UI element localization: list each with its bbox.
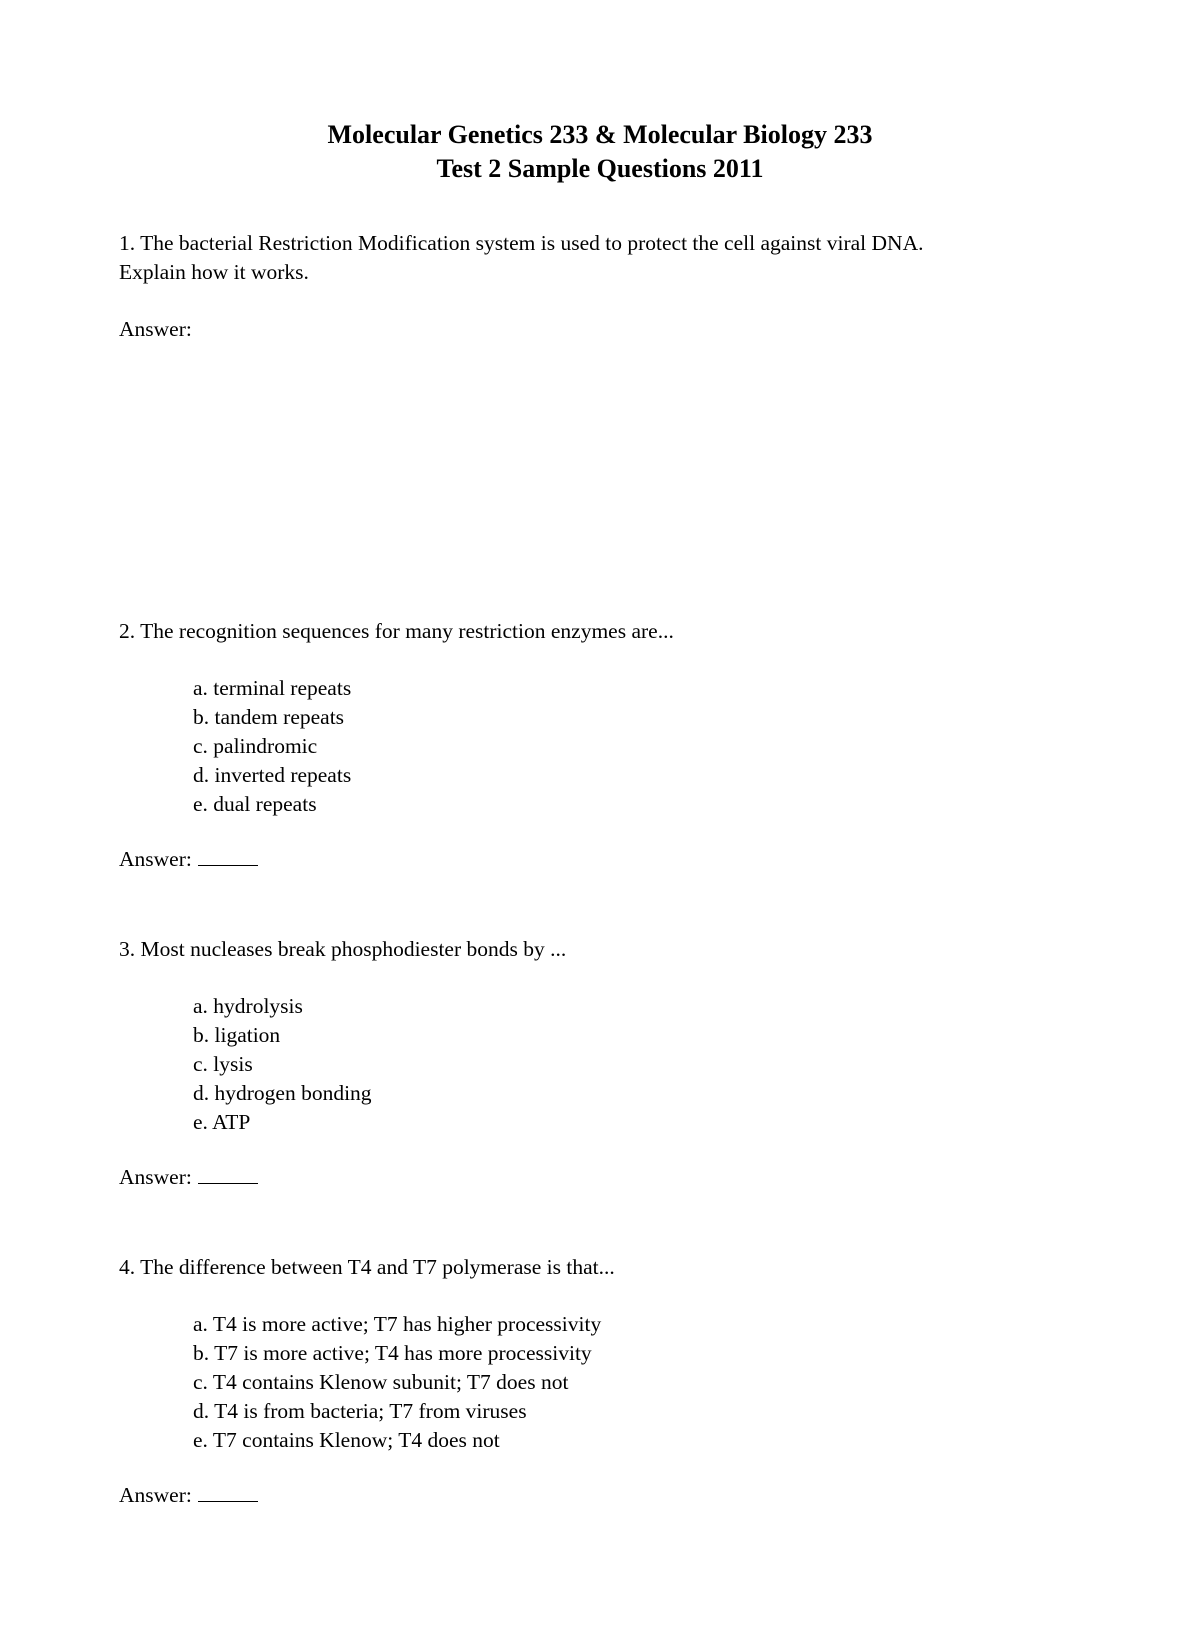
title-line-2: Test 2 Sample Questions 2011 bbox=[436, 154, 764, 183]
question-3-text: Most nucleases break phosphodiester bonds by ... bbox=[140, 937, 567, 961]
question-2-answer bbox=[119, 845, 258, 874]
question-2-text: The recognition sequences for many restriction enzymes are... bbox=[140, 619, 674, 643]
question-4-stem bbox=[119, 1253, 1079, 1282]
option-a: a. T4 is more active; T7 has higher processivity bbox=[193, 1312, 602, 1336]
option-c: c. palindromic bbox=[193, 734, 318, 758]
question-2-stem bbox=[119, 617, 1079, 646]
option-b: b. T7 is more active; T4 has more processivity bbox=[193, 1341, 592, 1365]
answer-label: Answer: bbox=[119, 1165, 192, 1189]
option-b: b. tandem repeats bbox=[193, 705, 345, 729]
page-title bbox=[0, 118, 1200, 186]
answer-blank[interactable] bbox=[198, 1481, 258, 1502]
question-1-text-line2: Explain how it works. bbox=[119, 260, 309, 284]
option-d: d. hydrogen bonding bbox=[193, 1081, 372, 1105]
option-a: a. hydrolysis bbox=[193, 994, 303, 1018]
question-3-number: 3. bbox=[119, 937, 136, 961]
answer-label: Answer: bbox=[119, 1483, 192, 1507]
question-3-options bbox=[193, 992, 372, 1137]
question-1 bbox=[119, 229, 1079, 341]
question-4 bbox=[119, 1253, 1079, 1507]
option-e: e. ATP bbox=[193, 1110, 251, 1134]
question-1-answer bbox=[119, 315, 192, 344]
option-d: d. T4 is from bacteria; T7 from viruses bbox=[193, 1399, 527, 1423]
option-c: c. T4 contains Klenow subunit; T7 does not bbox=[193, 1370, 569, 1394]
question-4-answer bbox=[119, 1481, 258, 1510]
question-4-number: 4. bbox=[119, 1255, 136, 1279]
question-3-stem bbox=[119, 935, 1079, 964]
answer-label: Answer: bbox=[119, 847, 192, 871]
question-3-answer bbox=[119, 1163, 258, 1192]
question-2-options bbox=[193, 674, 351, 819]
option-d: d. inverted repeats bbox=[193, 763, 352, 787]
option-b: b. ligation bbox=[193, 1023, 281, 1047]
answer-label: Answer: bbox=[119, 317, 192, 341]
question-1-stem bbox=[119, 229, 1079, 258]
option-a: a. terminal repeats bbox=[193, 676, 352, 700]
title-line-1: Molecular Genetics 233 & Molecular Biology 233 bbox=[327, 120, 873, 149]
question-4-options bbox=[193, 1310, 601, 1455]
question-1-text-line1: The bacterial Restriction Modification system is used to protect the cell against viral DNA. bbox=[140, 231, 924, 255]
answer-blank[interactable] bbox=[198, 1163, 258, 1184]
question-4-text: The difference between T4 and T7 polymerase is that... bbox=[140, 1255, 615, 1279]
question-2-number: 2. bbox=[119, 619, 136, 643]
option-c: c. lysis bbox=[193, 1052, 253, 1076]
question-3 bbox=[119, 935, 1079, 1189]
answer-blank[interactable] bbox=[198, 845, 258, 866]
option-e: e. T7 contains Klenow; T4 does not bbox=[193, 1428, 500, 1452]
option-e: e. dual repeats bbox=[193, 792, 317, 816]
question-1-number: 1. bbox=[119, 231, 136, 255]
question-2 bbox=[119, 617, 1079, 871]
